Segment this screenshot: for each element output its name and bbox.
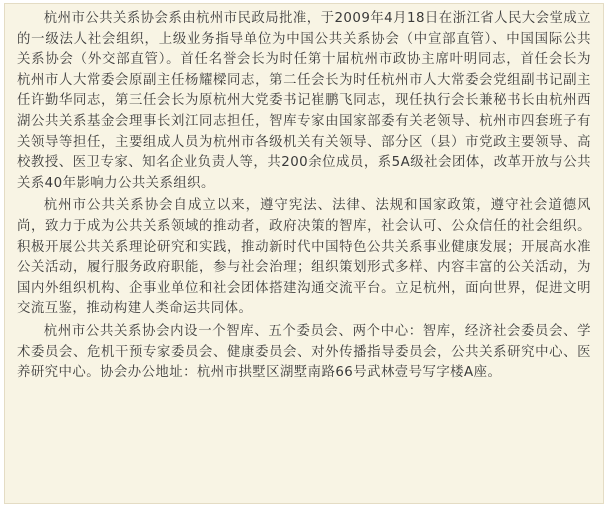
- paragraph-intro: 杭州市公共关系协会系由杭州市民政局批准，于2009年4月18日在浙江省人民大会堂成立的一级法人社会组织，上级业务指导单位为中国公共关系协会（中宣部直管）、中国国际公共关系协会（外交部直管）。首任名誉会长为时任第十届杭州市政协主席叶明同志，首任会长为杭州市人大常委会原副主任杨耀樑同志，第二任会长为时任杭州市人大常委会党组副书记副主任许勤华同志，第三任会长为原杭州大党委书记崔鹏飞同志，现任执行会长兼秘书长由杭州西湖公共关系基金会理事长刘江同志担任，智库专家由国家部委有关老领导、杭州市四套班子有关领导等担任，主要组成人员为杭州市各级机关有关领导、部分区（县）市党政主要领导、高校教授、医卫专家、知名企业负责人等，共200余位成员，系5A级社会团体，改革开放与公共关系40年影响力公共关系组织。: [17, 11, 592, 191]
- paragraph-mission: 杭州市公共关系协会自成立以来，遵守宪法、法律、法规和国家政策，遵守社会道德风尚，致力于成为公共关系领域的推动者，政府决策的智库，社会认可、公众信任的社会组织。积极开展公共关系理论研究和实践，推动新时代中国特色公共关系事业健康发展；开展高水准公关活动，履行服务政府职能，参与社会治理；组织策划形式多样、内容丰富的公关活动，为国内外组织机构、企事业单位和社会团体搭建沟通交流平台。立足杭州，面向世界，促进文明交流互鉴，推动构建人类命运共同体。: [17, 198, 591, 317]
- article-panel: [4, 3, 604, 504]
- paragraph-structure: 杭州市公共关系协会内设一个智库、五个委员会、两个中心：智库，经济社会委员会、学术委员会、危机干预专家委员会、健康委员会、对外传播指导委员会，公共关系研究中心、医养研究中心。协会办公地址：杭州市拱墅区湖墅南路66号武林壹号写字楼A座。: [17, 323, 591, 381]
